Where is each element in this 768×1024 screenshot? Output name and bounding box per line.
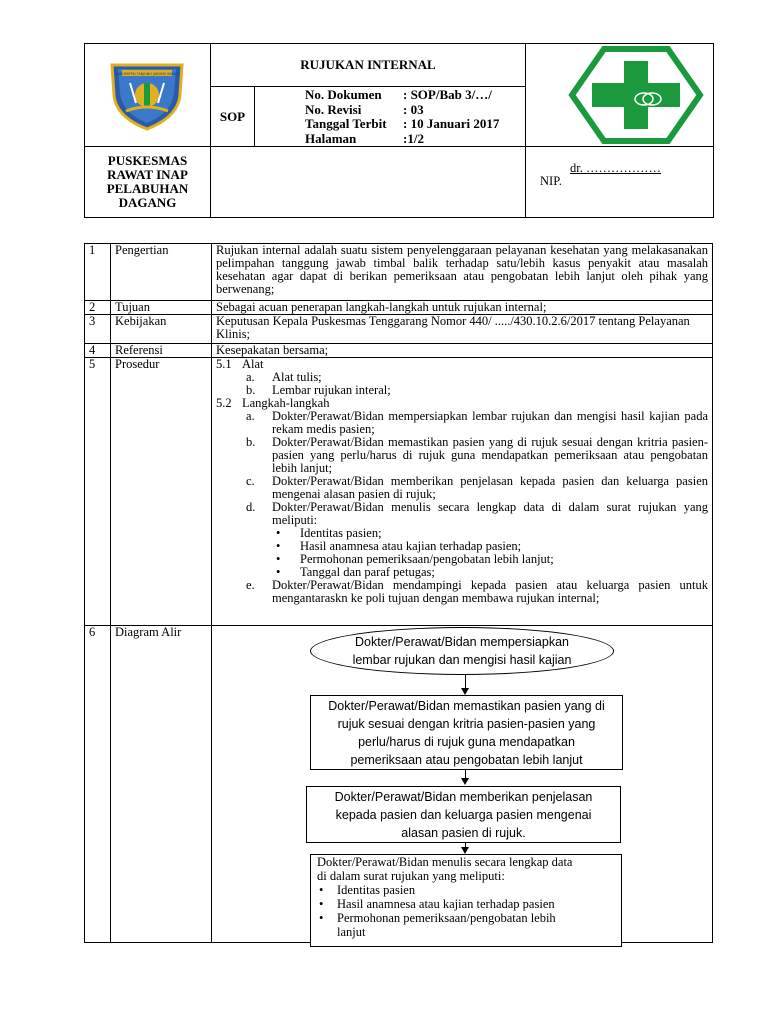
document-header [84, 43, 714, 218]
list-item: e. Dokter/Perawat/Bidan mendampingi kepada pasien atau keluarga pasien untuk mengantaraskn ke poli tujuan dengan membawa rujukan internal; [246, 578, 708, 605]
list-item: b. Dokter/Perawat/Bidan memastikan pasien yang di rujuk sesuai dengan kritria pasien-pasien yang perlu/harus di rujuk guna mendapatkan pemeriksaan atau pengobatan lebih lanjut; [246, 435, 708, 475]
row-referensi [85, 344, 713, 358]
list-item: a. Alat tulis; [246, 370, 322, 384]
right-logo-cell [526, 44, 714, 147]
list-item: b. Lembar rujukan interal; [246, 383, 391, 397]
row-pengertian [85, 244, 713, 301]
doc-row-date: Tanggal Terbit : 10 Januari 2017 [305, 116, 500, 131]
doc-row-page: Halaman :1/2 [305, 130, 424, 146]
row-number: 2 [85, 301, 111, 315]
row-number: 5 [85, 358, 111, 626]
row-content: Keputusan Kepala Puskesmas Tenggarang Nomor 440/ ...../430.10.2.6/2017 tentang Pelayanan Klinis; [212, 315, 713, 344]
document-info-cell [255, 87, 526, 147]
sop-label-cell [211, 87, 255, 147]
flow-step-box: Dokter/Perawat/Bidan memberikan penjelasan kepada pasien dan keluarga pasien mengenai alasan pasien di rujuk. [306, 786, 621, 843]
flow-start-oval: Dokter/Perawat/Bidan mempersiapkan lembar rujukan dan mengisi hasil kajian [310, 627, 614, 675]
row-content: Kesepakatan bersama; [212, 344, 713, 358]
flow-step-box: Dokter/Perawat/Bidan memastikan pasien yang di rujuk sesuai dengan kritria pasien-pasien yang perlu/harus di rujuk guna mendapatkan pemeriksaan atau pengobatan lebih lanjut [310, 695, 623, 770]
flow-arrow-head [461, 688, 469, 695]
doc-row-revision: No. Revisi : 03 [305, 101, 424, 117]
list-item: c. Dokter/Perawat/Bidan memberikan penjelasan kepada pasien dan keluarga pasien mengenai alasan pasien di rujuk; [246, 474, 708, 501]
row-content: Rujukan internal adalah suatu sistem penyelenggaraan pelayanan kesehatan yang melakasanakan pelimpahan tanggung jawab timbal balik terhadap satu/lebih kasus penyakit atau masalah kesehatan agar dapat di berikan pemeriksaan atau pengobatan lebih lanjut oleh pihak yang berwenang; [212, 244, 713, 301]
list-item: a. Dokter/Perawat/Bidan mempersiapkan lembar rujukan dan mengisi hasil kajian pada rekam medis pasien; [246, 409, 708, 436]
flow-arrow-head [461, 778, 469, 785]
row-number: 6 [85, 626, 111, 943]
subsection-tools: 5.1 Alat [216, 357, 264, 371]
document-title: RUJUKAN INTERNAL [300, 57, 436, 72]
institution-cell [85, 147, 211, 218]
row-number: 3 [85, 315, 111, 344]
bullet-item: • Tanggal dan paraf petugas; [276, 565, 435, 579]
flow-arrow-head [461, 847, 469, 854]
signature-nip: NIP. [540, 174, 562, 188]
subsection-steps: 5.2 Langkah-langkah [216, 396, 330, 410]
emblem-text: KABUPATEN TANJUNG JABUNG BARAT [115, 71, 179, 76]
bullet-item: • Permohonan pemeriksaan/pengobatan lebih lanjut; [276, 552, 554, 566]
sop-label: SOP [219, 108, 246, 124]
regency-emblem-icon [108, 59, 186, 131]
row-label: Tujuan [111, 301, 212, 315]
title-cell [211, 44, 526, 87]
row-number: 4 [85, 344, 111, 358]
row-kebijakan [85, 315, 713, 344]
list-item: d. Dokter/Perawat/Bidan menulis secara lengkap data di dalam surat rujukan yang meliputi: [246, 500, 708, 527]
institution-line: PUSKESMAS [107, 153, 188, 168]
institution-line: PELABUHAN [106, 181, 189, 196]
row-prosedur [85, 358, 713, 626]
institution-line: RAWAT INAP [107, 167, 188, 182]
bullet-item: • Identitas pasien; [276, 526, 382, 540]
row-content [212, 358, 713, 626]
row-content: Sebagai acuan penerapan langkah-langkah untuk rujukan internal; [212, 301, 713, 315]
document-info [255, 87, 525, 146]
row-label: Kebijakan [111, 315, 212, 344]
row-tujuan [85, 301, 713, 315]
row-label: Referensi [111, 344, 212, 358]
row-label: Diagram Alir [111, 626, 212, 943]
bullet-item: • Hasil anamnesa atau kajian terhadap pasien; [276, 539, 522, 553]
row-number: 1 [85, 244, 111, 301]
row-label: Pengertian [111, 244, 212, 301]
left-logo-cell [85, 44, 211, 147]
signature-name: dr. ……………… [570, 161, 661, 175]
institution-line: DAGANG [118, 195, 177, 210]
row-label: Prosedur [111, 358, 212, 626]
empty-cell [211, 147, 526, 218]
flow-step-box: Dokter/Perawat/Bidan menulis secara lengkap data di dalam surat rujukan yang meliputi: • Identitas pasien • Hasil anamnesa atau kajian terhadap pasien • Permohonan pemeriksaan/pengobatan lebih lanjut [310, 854, 622, 947]
flow-arrow [465, 675, 466, 689]
puskesmas-logo-icon [566, 45, 706, 145]
doc-row-number: No. Dokumen : SOP/Bab 3/…/ [305, 87, 492, 102]
signature-cell [526, 147, 714, 218]
